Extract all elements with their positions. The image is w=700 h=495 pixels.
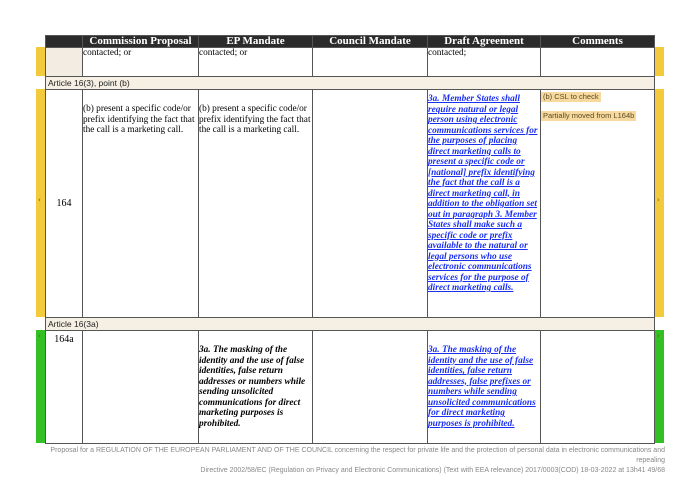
header-council: Council Mandate [313, 36, 428, 48]
council-cell [313, 90, 428, 318]
status-bar-right-164a [654, 330, 664, 443]
four-column-table [45, 35, 655, 444]
status-bar-left-164a [36, 330, 45, 443]
draft-cell [428, 90, 541, 318]
comment-note: (b) CSL to check [543, 92, 599, 101]
draft-cell: contacted; [428, 48, 541, 77]
draft-cell [428, 331, 541, 444]
header-number [46, 36, 83, 48]
ep-cell: contacted; or [199, 48, 313, 77]
row-number: 164 [46, 90, 83, 318]
commission-cell: (b) present a specific code/or prefix identifying the fact that the call is a marketing call. [83, 90, 199, 318]
draft-text: 3a. The masking of the identity and the use of false identities, false return addresses, false prefixes or numbers while sending unsolicited communications for direct marketing purposes is prohibited. [428, 345, 536, 429]
comments-cell [541, 48, 655, 77]
header-draft: Draft Agreement [428, 36, 541, 48]
ep-cell: (b) present a specific code/or prefix identifying the fact that the call is a marketing call. [199, 90, 313, 318]
section-title: Article 16(3), point (b) [46, 77, 655, 90]
header-ep: EP Mandate [199, 36, 313, 48]
expand-right-icon[interactable]: › [657, 196, 660, 204]
expand-left-icon[interactable]: ‹ [38, 196, 41, 204]
table-header-row [46, 36, 655, 48]
council-cell [313, 48, 428, 77]
row-number: 164a [46, 331, 83, 444]
table-row [46, 48, 655, 77]
status-bar-left-top [36, 47, 45, 76]
comments-cell [541, 90, 655, 318]
commission-cell: contacted; or [83, 48, 199, 77]
row-number-cell [46, 48, 83, 77]
table-row [46, 331, 655, 444]
ep-cell [199, 331, 313, 444]
ep-text: 3a. The masking of the identity and the use of false identities, false return addresses or numbers while sending unsolicited communications for direct marketing purposes is prohibited. [199, 345, 306, 429]
section-row [46, 318, 655, 331]
section-row [46, 77, 655, 90]
page-footer [40, 446, 665, 476]
status-bar-right-top [654, 47, 664, 76]
footer-line-2: Directive 2002/58/EC (Regulation on Privacy and Electronic Communications) (Text with EEA relevance) 2017/0003(COD) 18-03-2022 at 13h41 49/68 [200, 467, 665, 474]
comment-note: Partially moved from L164b [543, 110, 635, 120]
footer-line-1: Proposal for a REGULATION OF THE EUROPEAN PARLIAMENT AND OF THE COUNCIL concerning the respect for private life and the protection of personal data in electronic communications and repealing [50, 447, 665, 464]
header-commission: Commission Proposal [83, 36, 199, 48]
council-cell [313, 331, 428, 444]
comments-cell [541, 331, 655, 444]
expand-right-icon-164a[interactable]: › [657, 332, 660, 340]
commission-cell [83, 331, 199, 444]
expand-left-icon-164a[interactable]: ‹ [38, 332, 41, 340]
table-row [46, 90, 655, 318]
draft-text: 3a. Member States shall require natural or legal person using electronic communications services for the purposes of placing direct marketing calls to present a specific code or [national] prefix identifying the fact that the call is a direct marketing call, in addition to the obligation set out in paragraph 3. Member States shall make such a specific code or prefix available to the natural or legal persons who use electronic communications services for the purpose of direct marketing calls. [428, 94, 538, 293]
header-comments: Comments [541, 36, 655, 48]
section-title: Article 16(3a) [46, 318, 655, 331]
